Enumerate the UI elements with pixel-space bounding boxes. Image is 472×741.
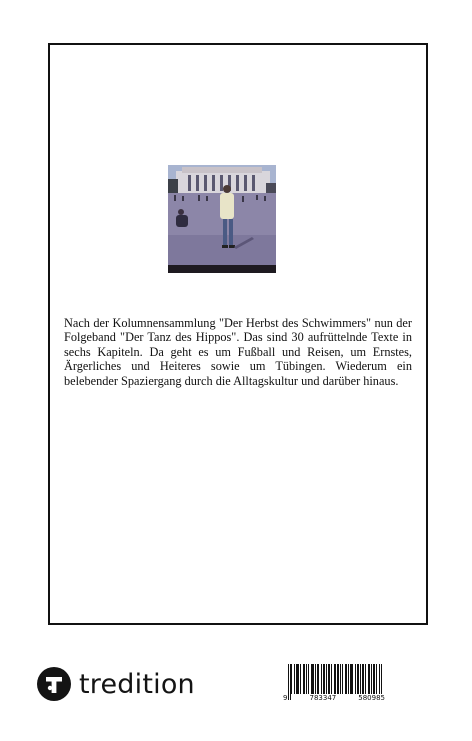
barcode-bar	[317, 664, 318, 694]
barcode-bar	[321, 664, 322, 694]
barcode-bar	[350, 664, 351, 694]
barcode-bar	[300, 664, 301, 694]
barcode-bar	[374, 664, 375, 694]
barcode-bar	[346, 664, 347, 694]
barcode-bar	[357, 664, 358, 694]
barcode-bar	[331, 664, 332, 694]
publisher-logo[interactable]	[37, 667, 195, 701]
barcode-bar	[296, 664, 297, 694]
barcode-bar	[294, 664, 295, 694]
isbn-digits-group1: 783347	[309, 694, 337, 702]
barcode-bar	[329, 664, 330, 694]
barcode-bar	[328, 664, 329, 694]
barcode-bar	[363, 664, 364, 694]
cover-photo	[168, 165, 276, 273]
barcode-bar	[358, 664, 359, 694]
barcode-bar	[318, 664, 319, 694]
barcode-bar	[348, 664, 349, 694]
barcode-bar	[304, 664, 305, 694]
barcode-bar	[345, 664, 346, 694]
barcode-bar	[337, 664, 338, 694]
barcode-bar	[342, 664, 343, 694]
barcode-bar	[371, 664, 372, 694]
barcode-bar	[311, 664, 312, 694]
barcode-bar	[297, 664, 298, 694]
publisher-name: tredition	[79, 668, 195, 700]
barcode-bar	[291, 664, 292, 694]
barcode-bar	[373, 664, 374, 694]
isbn-digit-lead: 9	[283, 694, 288, 702]
back-cover-blurb: Nach der Kolumnensammlung "Der Herbst des Schwimmers" nun der Folgeband "Der Tanz des Hippos". Das sind 30 aufrüttelnde Texte in sechs Kapiteln. Da geht es um Fußball und Reisen, um Ernstes, Ärgerliches und Heiteres sowie um Tübingen. Wiederum ein belebender Spaziergang durch die Alltagskultur und darüber hinaus.	[64, 316, 412, 388]
barcode-bar	[338, 664, 339, 694]
barcode-bar	[355, 664, 356, 694]
barcode-bar	[340, 664, 341, 694]
barcode-bar	[351, 664, 352, 694]
barcode-bar	[352, 664, 353, 694]
barcode-bar	[326, 664, 327, 694]
barcode-bar	[362, 664, 363, 694]
barcode-bar	[308, 664, 309, 694]
isbn-digits-group2: 580985	[358, 694, 385, 702]
isbn-digits	[282, 694, 386, 702]
cover-photo-image	[168, 165, 276, 273]
barcode-bar	[298, 664, 299, 694]
barcode-bar	[312, 664, 313, 694]
barcode-bar	[313, 664, 314, 694]
barcode-bar	[315, 664, 316, 694]
barcode-bar	[323, 664, 324, 694]
barcode-bar	[365, 664, 366, 694]
barcode-bar	[324, 664, 325, 694]
barcode-bar	[368, 664, 369, 694]
barcode-bar	[306, 664, 307, 694]
barcode-bar	[376, 664, 377, 694]
tredition-t-logo-icon	[37, 667, 71, 701]
barcode-bar	[303, 664, 304, 694]
barcode-bar	[360, 664, 361, 694]
barcode-bar	[369, 664, 370, 694]
